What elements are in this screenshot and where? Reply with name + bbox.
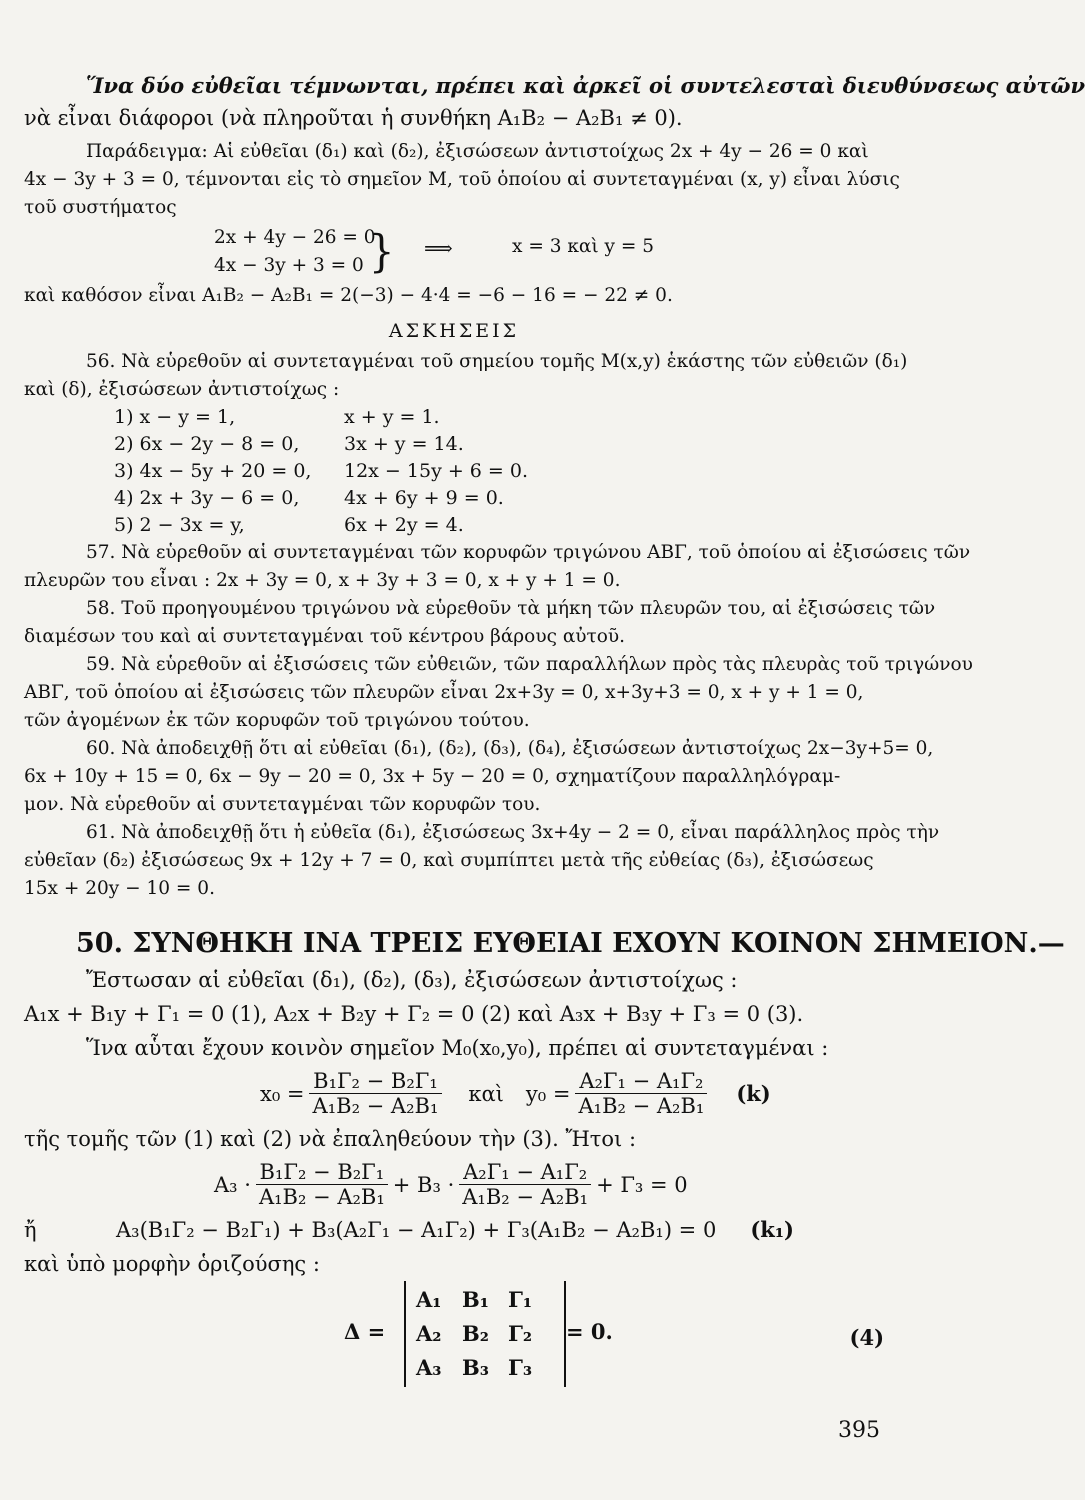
section-50-line-3: Ἵνα αὗται ἔχουν κοινὸν σημεῖον M₀(x₀,y₀), πρέπει αἱ συντεταγμέναι : bbox=[86, 1036, 829, 1060]
page-number: 395 bbox=[838, 1418, 880, 1443]
b3-label: + B₃ · bbox=[392, 1172, 455, 1197]
example-line-4: καὶ καθόσον εἶναι A₁B₂ − A₂B₁ = 2(−3) − 4·4 = −6 − 16 = − 22 ≠ 0. bbox=[24, 285, 673, 306]
det-row-3: A₃ B₃ Γ₃ bbox=[416, 1355, 533, 1380]
equation-number-4: (4) bbox=[849, 1325, 884, 1350]
section-50-line-2: A₁x + B₁y + Γ₁ = 0 (1), A₂x + B₂y + Γ₂ = 0 (2) καὶ A₃x + B₃y + Γ₃ = 0 (3). bbox=[24, 1002, 804, 1026]
y0-numerator: A₂Γ₁ − A₁Γ₂ bbox=[575, 1069, 707, 1094]
ex58-line-2: διαμέσων του καὶ αἱ συντεταγμέναι τοῦ κέντρου βάρους αὐτοῦ. bbox=[24, 626, 626, 647]
k1-equation-row bbox=[24, 1213, 884, 1247]
system-solution: x = 3 καὶ y = 5 bbox=[512, 236, 655, 257]
a3-label: A₃ · bbox=[214, 1172, 251, 1197]
list-item: 5) 2 − 3x = y, 6x + 2y = 4. bbox=[114, 514, 464, 536]
list-item: 2) 6x − 2y − 8 = 0, 3x + y = 14. bbox=[114, 433, 464, 455]
g3-label: + Γ₃ = 0 bbox=[596, 1172, 688, 1197]
x0-label: x₀ = bbox=[260, 1081, 305, 1106]
y0-denominator: A₁B₂ − A₂B₁ bbox=[578, 1094, 705, 1118]
y0-fraction bbox=[574, 1069, 708, 1118]
system-eq-2: 4x − 3y + 3 = 0 bbox=[214, 255, 364, 276]
ex57-line-1: 57. Νὰ εὑρεθοῦν αἱ συντεταγμέναι τῶν κορυφῶν τριγώνου ΑΒΓ, τοῦ ὁποίου αἱ ἐξισώσεις τῶν bbox=[86, 542, 971, 563]
exercises-heading: ΑΣΚΗΣΕΙΣ bbox=[388, 320, 520, 342]
det-equals-zero: = 0. bbox=[566, 1319, 613, 1344]
k-label: (k) bbox=[736, 1081, 771, 1106]
x0-numerator: B₁Γ₂ − B₂Γ₁ bbox=[309, 1069, 442, 1094]
list-item: 3) 4x − 5y + 20 = 0, 12x − 15y + 6 = 0. bbox=[114, 460, 529, 482]
x0-fraction bbox=[309, 1069, 443, 1118]
list-item: 4) 2x + 3y − 6 = 0, 4x + 6y + 9 = 0. bbox=[114, 487, 504, 509]
sub-fraction-1: $\frac{\text{B₁Γ₂ − B₂Γ₁}}{\text{A₁B₂ − A₂B₁}}$ bbox=[255, 1160, 389, 1209]
substitution-formula bbox=[24, 1160, 884, 1209]
x0-denominator: A₁B₂ − A₂B₁ bbox=[312, 1094, 439, 1118]
example-line-2: 4x − 3y + 3 = 0, τέμνονται εἰς τὸ σημεῖον M, τοῦ ὁποίου αἱ συντεταγμέναι (x, y) εἶναι λύσις bbox=[24, 169, 900, 190]
ex61-line-1: 61. Νὰ ἀποδειχθῇ ὅτι ἡ εὐθεῖα (δ₁), ἐξισώσεως 3x+4y − 2 = 0, εἶναι παράλληλος πρὸς τὴν bbox=[86, 822, 940, 843]
y0-label: y₀ = bbox=[525, 1081, 571, 1106]
ex56-line-1: 56. Νὰ εὑρεθοῦν αἱ συντεταγμέναι τοῦ σημείου τομῆς M(x,y) ἑκάστης τῶν εὐθειῶν (δ₁) bbox=[86, 351, 908, 372]
ex60-line-3: μον. Νὰ εὑρεθοῦν αἱ συντεταγμέναι τῶν κορυφῶν του. bbox=[24, 794, 541, 815]
det-label: Δ = bbox=[344, 1319, 386, 1344]
ex59-line-1: 59. Νὰ εὑρεθοῦν αἱ ἐξισώσεις τῶν εὐθειῶν, τῶν παραλλήλων πρὸς τὰς πλευρὰς τοῦ τριγώνου bbox=[86, 654, 973, 675]
section-50-title: 50. ΣΥΝΘΗΚΗ ΙΝΑ ΤΡΕΙΣ ΕΥΘΕΙΑΙ ΕΧΟΥΝ ΚΟΙΝΟΝ ΣΗΜΕΙΟΝ.— bbox=[76, 928, 1065, 959]
sub-fraction-2: $\frac{\text{A₂Γ₁ − A₁Γ₂}}{\text{A₁B₂ − A₂B₁}}$ bbox=[458, 1160, 592, 1209]
ex56-list bbox=[24, 404, 884, 539]
section-50-line-4: τῆς τομῆς τῶν (1) καὶ (2) νὰ ἐπαληθεύουν τὴν (3). Ἤτοι : bbox=[24, 1127, 637, 1151]
ex56-line-2: καὶ (δ), ἐξισώσεων ἀντιστοίχως : bbox=[24, 379, 340, 400]
k1-equation: A₃(B₁Γ₂ − B₂Γ₁) + B₃(A₂Γ₁ − A₁Γ₂) + Γ₃(A₁B₂ − A₂B₁) = 0 bbox=[116, 1218, 717, 1242]
system-eq-1: 2x + 4y − 26 = 0 bbox=[214, 227, 376, 248]
list-item: 1) x − y = 1, x + y = 1. bbox=[114, 406, 440, 428]
determinant bbox=[24, 1281, 884, 1391]
k1-label: (k₁) bbox=[750, 1217, 794, 1242]
section-50-line-1: Ἔστωσαν αἱ εὐθεῖαι (δ₁), (δ₂), (δ₃), ἐξισώσεων ἀντιστοίχως : bbox=[86, 968, 738, 992]
right-brace: } bbox=[369, 226, 395, 278]
ex58-line-1: 58. Τοῦ προηγουμένου τριγώνου νὰ εὑρεθοῦν τὰ μήκη τῶν πλευρῶν του, αἱ ἐξισώσεις τῶν bbox=[86, 598, 936, 619]
example-line-1: Παράδειγμα: Αἱ εὐθεῖαι (δ₁) καὶ (δ₂), ἐξισώσεων ἀντιστοίχως 2x + 4y − 26 = 0 καὶ bbox=[86, 141, 869, 162]
det-matrix bbox=[404, 1281, 566, 1387]
system-equations bbox=[214, 224, 376, 280]
det-row-2: A₂ B₂ Γ₂ bbox=[416, 1321, 533, 1346]
intro-line-2: νὰ εἶναι διάφοροι (νὰ πληροῦται ἡ συνθήκη A₁B₂ − A₂B₁ ≠ 0). bbox=[24, 106, 683, 130]
ex57-line-2: πλευρῶν του εἶναι : 2x + 3y = 0, x + 3y + 3 = 0, x + y + 1 = 0. bbox=[24, 570, 621, 591]
intro-line-1: Ἵνα δύο εὐθεῖαι τέμνωνται, πρέπει καὶ ἀρκεῖ οἱ συντελεσταὶ διευθύνσεως αὐτῶν bbox=[86, 73, 1085, 98]
ex61-line-3: 15x + 20y − 10 = 0. bbox=[24, 878, 215, 899]
implies-arrow: ⟹ bbox=[424, 236, 453, 260]
ex60-line-1: 60. Νὰ ἀποδειχθῇ ὅτι αἱ εὐθεῖαι (δ₁), (δ₂), (δ₃), (δ₄), ἐξισώσεων ἀντιστοίχως 2x−3y+5= 0, bbox=[86, 738, 934, 759]
det-row-1: A₁ B₁ Γ₁ bbox=[416, 1287, 533, 1312]
ex60-line-2: 6x + 10y + 15 = 0, 6x − 9y − 20 = 0, 3x + 5y − 20 = 0, σχηματίζουν παραλληλόγραμ- bbox=[24, 766, 841, 787]
example-line-3: τοῦ συστήματος bbox=[24, 197, 177, 218]
ex61-line-2: εὐθεῖαν (δ₂) ἐξισώσεως 9x + 12y + 7 = 0, καὶ συμπίπτει μετὰ τῆς εὐθείας (δ₃), ἐξισώσεως bbox=[24, 850, 874, 871]
section-50-line-5: καὶ ὑπὸ μορφὴν ὁριζούσης : bbox=[24, 1252, 320, 1276]
coordinates-formula bbox=[24, 1069, 884, 1118]
equation-system bbox=[24, 222, 884, 282]
ex59-line-2: ΑΒΓ, τοῦ ὁποίου αἱ ἐξισώσεις τῶν πλευρῶν εἶναι 2x+3y = 0, x+3y+3 = 0, x + y + 1 = 0, bbox=[24, 682, 864, 703]
eta-word: ἤ bbox=[24, 1218, 37, 1242]
ex59-line-3: τῶν ἀγομένων ἐκ τῶν κορυφῶν τοῦ τριγώνου τούτου. bbox=[24, 710, 530, 731]
kai-word: καὶ bbox=[468, 1081, 504, 1106]
